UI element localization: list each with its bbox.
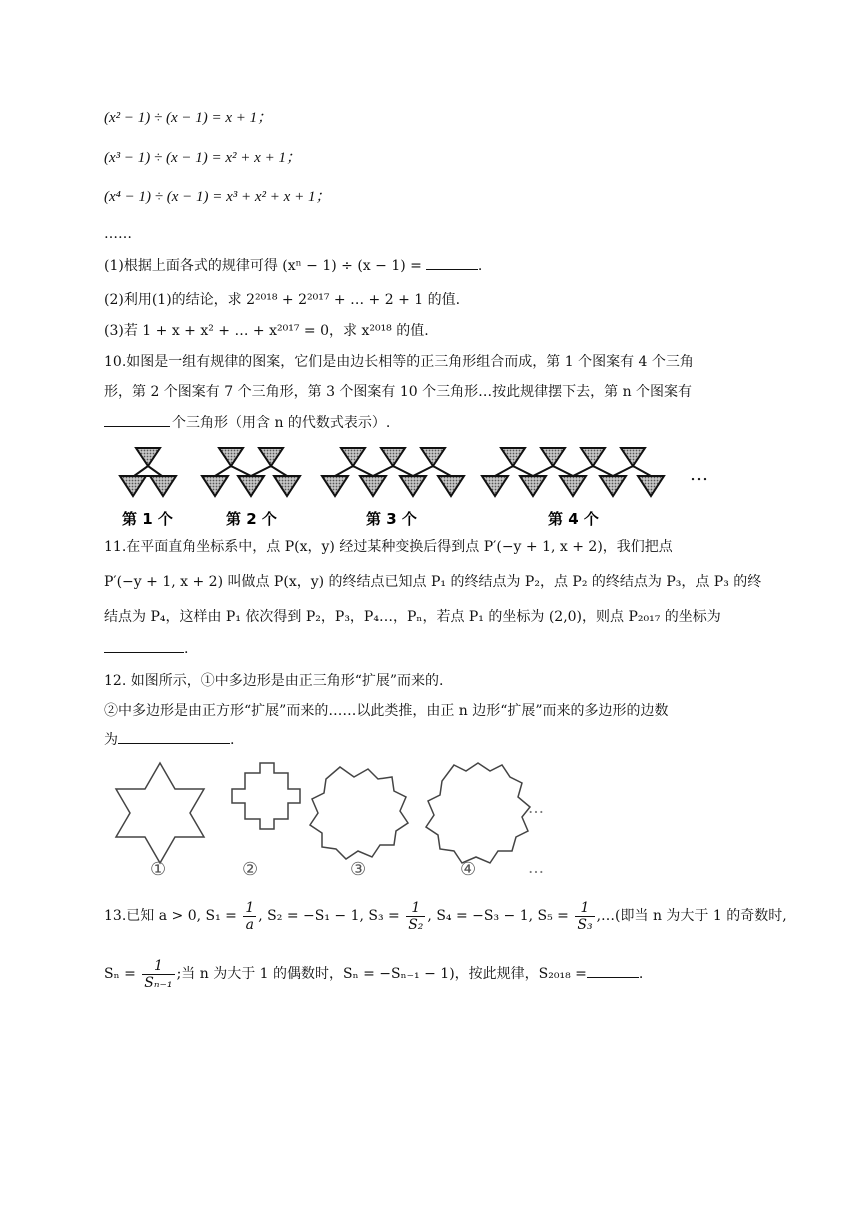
problem-13-mid-2: , S₄ = −S₃ − 1, S₅ =: [427, 908, 569, 924]
problem-13-line-2-prefix: Sₙ =: [104, 966, 136, 982]
answer-blank-12[interactable]: [118, 729, 230, 744]
problem-13-line-2-tail: ;当 n 为大于 1 的偶数时，Sₙ = −Sₙ₋₁ − 1)，按此规律，S₂₀₁₈ =: [176, 966, 587, 982]
answer-blank-13[interactable]: [587, 963, 639, 978]
pattern-label-1: 第 1 个: [122, 510, 173, 528]
equation-line-3: (x⁴ − 1) ÷ (x − 1) = x³ + x² + x + 1；: [104, 189, 331, 205]
equation-line-2: (x³ − 1) ÷ (x − 1) = x² + x + 1；: [104, 150, 301, 166]
answer-blank-10[interactable]: [104, 412, 170, 427]
polygon-ellipsis-bottom: …: [528, 858, 544, 877]
problem-11-line-4: [104, 638, 188, 659]
question-1: [104, 255, 482, 276]
cross-polygon: [232, 763, 300, 829]
problem-11-line-2: P′(−y + 1, x + 2) 叫做点 P(x，y) 的终结点已知点 P₁ 的终结点为 P₂，点 P₂ 的终结点为 P₃，点 P₃ 的终: [104, 574, 762, 590]
pattern-1: [120, 448, 176, 496]
hexagram-polygon: [116, 763, 204, 863]
pattern-ellipsis: …: [690, 464, 708, 485]
polygon-label-4: ④: [460, 859, 477, 880]
answer-blank-11[interactable]: [104, 638, 184, 653]
problem-10-line-3: [104, 412, 390, 433]
problem-11-line-1: 11.在平面直角坐标系中，点 P(x，y) 经过某种变换后得到点 P′(−y + 1, x + 2)，我们把点: [104, 539, 673, 555]
question-3: (3)若 1 + x + x² + … + x²⁰¹⁷ = 0，求 x²⁰¹⁸ 的值.: [104, 323, 429, 339]
ellipsis-line: ……: [104, 226, 132, 242]
triangle-pattern-figure: [116, 440, 716, 530]
fraction-1-numerator: 1: [245, 899, 255, 916]
problem-11-line-3: 结点为 P₄，这样由 P₁ 依次得到 P₂，P₃，P₄…，Pₙ，若点 P₁ 的坐标为 (2,0)，则点 P₂₀₁₇ 的坐标为: [104, 609, 721, 625]
pattern-2: [202, 448, 300, 496]
fraction-3-denominator: S₃: [577, 916, 593, 933]
problem-12-end: .: [230, 732, 235, 748]
problem-13-prefix: 13.已知 a > 0, S₁ =: [104, 908, 237, 924]
fraction-4: [142, 958, 174, 991]
problem-13-mid-1: , S₂ = −S₁ − 1, S₃ =: [258, 908, 400, 924]
polygon-label-2: ②: [242, 859, 259, 880]
fraction-3-numerator: 1: [575, 900, 594, 917]
fraction-1: [243, 900, 256, 933]
fraction-4-numerator: 1: [142, 958, 174, 975]
polygon-ellipsis-top: …: [528, 798, 544, 817]
polygon-label-1: ①: [150, 859, 167, 880]
expanded-pentagon-polygon: [310, 767, 408, 859]
problem-11-end: .: [184, 641, 189, 657]
fraction-1-denominator: a: [245, 916, 254, 933]
polygon-expansion-figure: [110, 755, 560, 885]
pattern-label-3: 第 3 个: [366, 510, 417, 528]
fraction-2: [406, 900, 425, 933]
problem-12-line-1: 12. 如图所示，①中多边形是由正三角形“扩展”而来的.: [104, 673, 444, 689]
pattern-3: [322, 448, 464, 496]
pattern-label-4: 第 4 个: [548, 510, 599, 528]
fraction-2-numerator: 1: [406, 900, 425, 917]
fraction-3: [575, 900, 594, 933]
problem-10-line-2: 形，第 2 个图案有 7 个三角形，第 3 个图案有 10 个三角形…按此规律摆下去，第 n 个图案有: [104, 384, 693, 400]
problem-13-line-1: [104, 898, 787, 934]
answer-blank-1[interactable]: [426, 255, 478, 270]
expanded-hexagon-polygon: [426, 763, 530, 863]
problem-13-line-2: [104, 956, 643, 992]
problem-10-line-3-text: 个三角形（用含 n 的代数式表示）.: [172, 415, 391, 431]
problem-10-line-1: 10.如图是一组有规律的图案，它们是由边长相等的正三角形组合而成，第 1 个图案有 4 个三角: [104, 354, 694, 370]
question-1-text: (1)根据上面各式的规律可得 (xⁿ − 1) ÷ (x − 1) =: [104, 258, 422, 274]
fraction-2-denominator: S₂: [408, 916, 424, 933]
problem-13-end: .: [638, 966, 644, 982]
question-1-end: .: [477, 258, 483, 274]
pattern-4: [482, 448, 664, 496]
problem-12-line-3: [104, 729, 234, 750]
equation-line-1: (x² − 1) ÷ (x − 1) = x + 1；: [104, 110, 273, 126]
pattern-label-2: 第 2 个: [226, 510, 277, 528]
problem-13-tail: ,…(即当 n 为大于 1 的奇数时,: [596, 908, 787, 924]
fraction-4-denominator: Sₙ₋₁: [144, 974, 173, 991]
question-2: (2)利用(1)的结论，求 2²⁰¹⁸ + 2²⁰¹⁷ + … + 2 + 1 的值.: [104, 292, 461, 308]
problem-12-line-3-text: 为: [104, 732, 118, 748]
polygon-label-3: ③: [350, 859, 367, 880]
problem-12-line-2: ②中多边形是由正方形“扩展”而来的……以此类推，由正 n 边形“扩展”而来的多边形的边数: [104, 703, 669, 719]
